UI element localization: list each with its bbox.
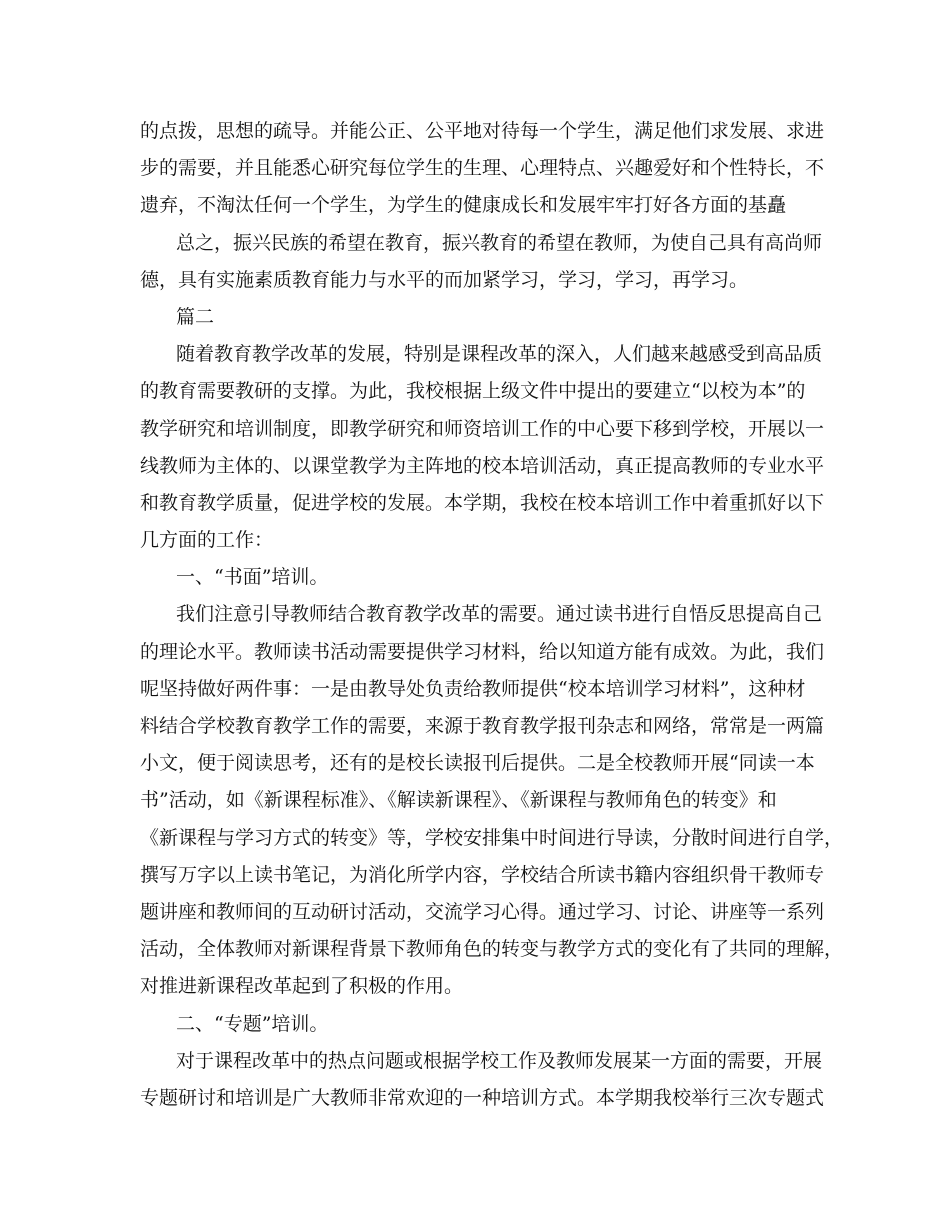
text-line: 总之，振兴民族的希望在教育，振兴教育的希望在教师，为使自己具有高尚师 [176,231,823,254]
text-line: 撰写万字以上读书笔记，为消化所学内容，学校结合所读书籍内容组织骨干教师专 [140,863,825,886]
paragraph [140,336,825,559]
text-line: 对于课程改革中的热点问题或根据学校工作及教师发展某一方面的需要，开展 [176,1049,823,1072]
paragraph [140,225,823,299]
text-line: 题讲座和教师间的互动研讨活动，交流学习心得。通过学习、讨论、讲座等一系列 [140,900,825,923]
paragraph [140,1006,820,1043]
text-line: 遗弃，不淘汰任何一个学生，为学生的健康成长和发展牢牢打好各方面的基矗 [140,194,787,217]
text-line: 和教育教学质量，促进学校的发展。本学期，我校在校本培训工作中着重抓好以下 [140,491,825,514]
text-line: 小文，便于阅读思考，还有的是校长读报刊后提供。二是全校教师开展“同读一本 [140,752,815,775]
document-body [140,113,844,1117]
text-line: 随着教育教学改革的发展，特别是课程改革的深入，人们越来越感受到高品质 [176,343,823,366]
paragraph [140,113,825,225]
text-line: 活动，全体教师对新课程背景下教师角色的转变与教学方式的变化有了共同的理解， [140,938,844,961]
text-line: 二、“专题”培训。 [176,1012,329,1035]
paragraph [140,1043,825,1117]
text-line: 步的需要，并且能悉心研究每位学生的生理、心理特点、兴趣爱好和个性特长，不 [140,157,825,180]
text-line: 我们注意引导教师结合教育教学改革的需要。通过读书进行自悟反思提高自己 [176,603,823,626]
paragraph [140,299,820,336]
text-line: 对推进新课程改革起到了积极的作用。 [140,975,464,998]
paragraph [140,559,820,596]
text-line: 料结合学校教育教学工作的需要，来源于教育教学报刊杂志和网络，常常是一两篇 [140,715,825,737]
text-line: 《新课程与学习方式的转变》等，学校安排集中时间进行导读，分散时间进行自学， [140,826,844,849]
text-line: 线教师为主体的、以课堂教学为主阵地的校本培训活动，真正提高教师的专业水平 [140,454,825,477]
text-line: 呢坚持做好两件事：一是由教导处负责给教师提供“校本培训学习材料”，这种材 [140,677,806,700]
text-line: 的理论水平。教师读书活动需要提供学习材料，给以知道方能有成效。为此，我们 [140,640,825,663]
text-line: 的点拨，思想的疏导。并能公正、公平地对待每一个学生，满足他们求发展、求进 [140,120,825,142]
text-line: 教学研究和培训制度，即教学研究和师资培训工作的中心要下移到学校，开展以一 [140,417,825,440]
text-line: 一、“书面”培训。 [176,566,329,589]
text-line: 几方面的工作： [140,529,274,552]
text-line: 书”活动，如《新课程标准》、《解读新课程》、《新课程与教师角色的转变》和 [140,789,777,812]
paragraph [140,596,844,1005]
text-line: 篇二 [176,305,215,328]
text-line: 专题研讨和培训是广大教师非常欢迎的一种培训方式。本学期我校举行三次专题式 [140,1086,825,1109]
text-line: 德，具有实施素质教育能力与水平的而加紧学习，学习，学习，再学习。 [140,268,749,291]
text-line: 的教育需要教研的支撑。为此，我校根据上级文件中提出的要建立“以校为本”的 [140,380,806,403]
